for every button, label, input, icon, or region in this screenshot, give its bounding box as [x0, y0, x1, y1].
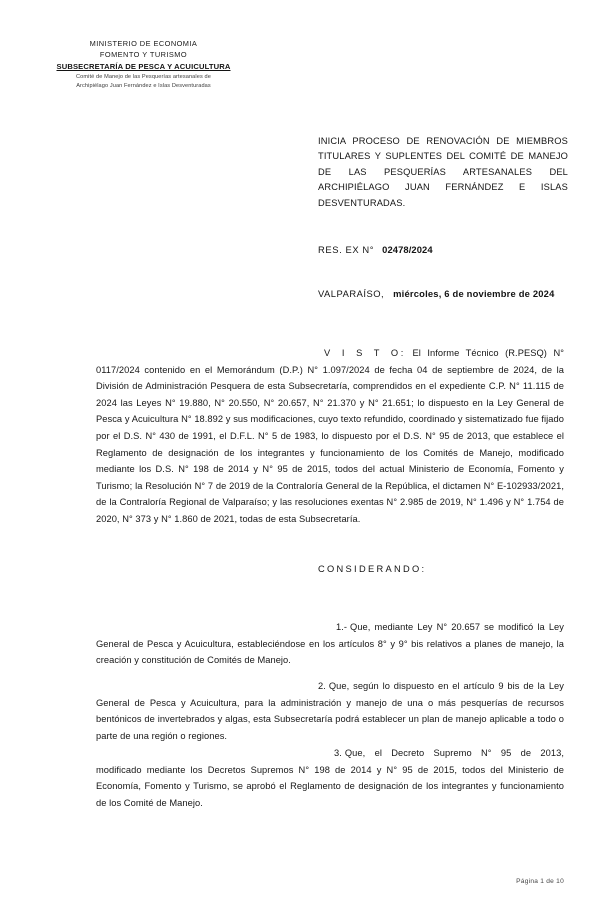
- resolution-number: [318, 244, 433, 255]
- resolution-label: RES. EX N°: [318, 244, 375, 255]
- considerando-1-text: Que, mediante Ley N° 20.657 se modificó la Ley General de Pesca y Acuicultura, estableciéndose en los artículos 8° y 9° bis relativos a planes de manejo, la creación y constitución de Comités de Manejo.: [96, 622, 564, 666]
- considerando-1-number: 1.-: [336, 622, 348, 632]
- considerando-1-paragraph: [96, 619, 564, 669]
- issue-date: miércoles, 6 de noviembre de 2024: [393, 288, 555, 299]
- considerando-2: [96, 678, 564, 744]
- considerando-3-text: Que, el Decreto Supremo N° 95 de 2013, modificado mediante los Decretos Supremos N° 198 de 2014 y N° 95 de 2015, todos del Ministerio de Economía, Fomento y Turismo, se aprobó el Reglamento de designación de los integrantes y funcionamiento de los Comité de Manejo.: [96, 748, 564, 808]
- visto-paragraph: [96, 345, 564, 528]
- considerando-3-number: 3.: [334, 748, 342, 758]
- considerando-2-number: 2.: [318, 681, 326, 691]
- place-city: VALPARAÍSO,: [318, 288, 385, 299]
- page-footer: Página 1 de 10: [516, 878, 564, 885]
- visto-text: El Informe Técnico (R.PESQ) N° 0117/2024 contenido en el Memorándum (D.P.) N° 1.097/2024 de fecha 04 de septiembre de 2024, de la División de Administración Pesquera de esta Subsecretaría, comprendidos en el expediente C.P. N° 11.115 de 2024 las Leyes N° 19.880, N° 20.550, N° 20.657, N° 21.370 y N° 21.651; lo dispuesto en la Ley General de Pesca y Acuicultura N° 18.892 y sus modificaciones, cuyo texto refundido, coordinado y sistematizado fue fijado por el D.S. N° 430 de 1991, el D.F.L. N° 5 de 1983, lo dispuesto por el D.S. N° 95 de 2013, que establece el Reglamento de designación de los integrantes y funcionamiento de los Comités de Manejo, modificado mediante los D.S. N° 198 de 2014 y N° 95 de 2015, todos del actual Ministerio de Economía, Fomento y Turismo; la Resolución N° 7 de 2019 de la Contraloría General de la República, el dictamen N° E-102933/2021, de la Contraloría Regional de Valparaíso; y las resoluciones exentas N° 2.985 de 2019, N° 1.496 y N° 1.754 de 2020, N° 373 y N° 1.860 de 2021, todas de esta Subsecretaría.: [96, 348, 564, 524]
- visto-label: V I S T O:: [324, 348, 406, 358]
- considerando-3: [96, 745, 564, 811]
- committee-line-1: Comité de Manejo de las Pesquerías artesanales de: [76, 73, 211, 80]
- resolution-value: 02478/2024: [382, 244, 433, 255]
- considerando-1: [96, 619, 564, 669]
- considerando-2-paragraph: [96, 678, 564, 744]
- visto-section: [96, 345, 564, 528]
- document-title: INICIA PROCESO DE RENOVACIÓN DE MIEMBROS TITULARES Y SUPLENTES DEL COMITÉ DE MANEJO DE LAS PESQUERÍAS ARTESANALES DEL ARCHIPIÉLAGO JUAN FERNÁNDEZ E ISLAS DESVENTURADAS.: [318, 136, 568, 208]
- letterhead: [36, 38, 251, 91]
- ministry-line-1: MINISTERIO DE ECONOMIA: [89, 39, 198, 48]
- considerando-heading: CONSIDERANDO:: [318, 564, 427, 574]
- committee-line-2: Archipiélago Juan Fernández e Islas Desventuradas: [76, 82, 211, 89]
- subsecretaria-heading: SUBSECRETARÍA DE PESCA Y ACUICULTURA: [56, 61, 231, 71]
- considerando-3-paragraph: [96, 745, 564, 811]
- considerando-2-text: Que, según lo dispuesto en el artículo 9 bis de la Ley General de Pesca y Acuicultura, para la administración y manejo de una o más pesquerías de recursos bentónicos de invertebrados y algas, esta Subsecretaría podrá establecer un plan de manejo aplicable a todo o parte de una región o regiones.: [96, 681, 564, 741]
- place-and-date: [318, 288, 555, 299]
- ministry-line-2: FOMENTO Y TURISMO: [99, 50, 188, 60]
